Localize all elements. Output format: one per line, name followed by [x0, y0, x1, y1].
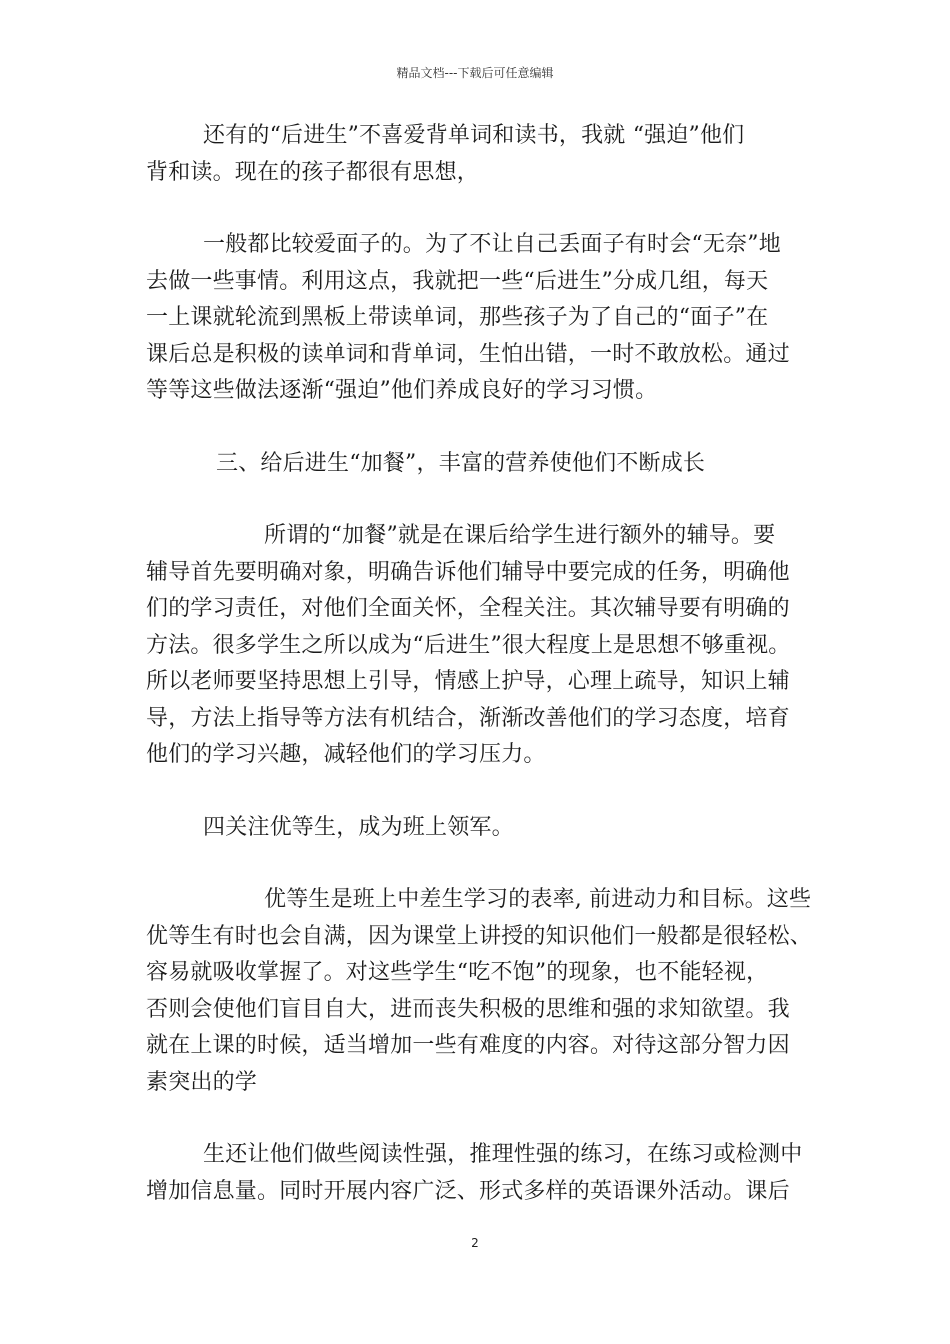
text-line: 他们的学习兴趣，减轻他们的学习压力。: [146, 742, 546, 767]
text-line: 素突出的学: [146, 1069, 258, 1095]
page-header: 精品文档---下载后可任意编辑: [396, 66, 554, 80]
text-line: 优等生是班上中差生学习的表率, 前进动力和目标。这些: [264, 887, 812, 912]
text-line: 们的学习责任，对他们全面关怀，全程关注。其次辅导要有明确的: [146, 596, 790, 621]
paragraph: [146, 518, 814, 774]
text-line: 四关注优等生，成为班上领军。: [203, 814, 514, 840]
section-heading: [146, 810, 814, 847]
text-line: 导，方法上指导等方法有机结合，渐渐改善他们的学习态度，培育: [146, 705, 790, 731]
text-line: 增加信息量。同时开展内容广泛、形式多样的英语课外活动。课后: [146, 1178, 790, 1204]
text-line: 辅导首先要明确对象，明确告诉他们辅导中要完成的任务，明确他: [146, 559, 790, 585]
text-line: 容易就吸收掌握了。对这些学生“吃不饱”的现象，也不能轻视，: [146, 960, 769, 985]
text-line: 生还让他们做些阅读性强，推理性强的练习，在练习或检测中: [203, 1142, 803, 1167]
text-line: 一上课就轮流到黑板上带读单词，那些孩子为了自己的“面子”在: [146, 305, 769, 330]
text-line: 优等生有时也会自满，因为课堂上讲授的知识他们一般都是很轻松、: [146, 923, 813, 949]
page-number: 2: [471, 1236, 479, 1250]
text-line: 课后总是积极的读单词和背单词，生怕出错，一时不敢放松。通过: [146, 341, 790, 367]
text-line: 一般都比较爱面子的。为了不让自己丢面子有时会“无奈”地: [203, 232, 781, 257]
text-line: 就在上课的时候，适当增加一些有难度的内容。对待这部分智力因: [146, 1033, 790, 1058]
text-line: 去做一些事情。利用这点，我就把一些“后进生”分成几组，每天: [146, 268, 769, 294]
text-line: 否则会使他们盲目自大，进而丧失积极的思维和强的求知欲望。我: [146, 996, 790, 1022]
text-line: 所以老师要坚持思想上引导，情感上护导，心理上疏导，知识上辅: [146, 669, 790, 694]
paragraph: [146, 118, 814, 191]
text-line: 还有的“后进生”不喜爱背单词和读书，我就 “强迫”他们: [203, 123, 745, 148]
text-line: 方法。很多学生之所以成为“后进生”很大程度上是思想不够重视。: [146, 632, 791, 658]
text-line: 三、给后进生“加餐”，丰富的营养使他们不断成长: [216, 450, 706, 476]
paragraph: [146, 227, 814, 410]
text-line: 所谓的“加餐”就是在课后给学生进行额外的辅导。要: [264, 523, 776, 548]
text-line: 等等这些做法逐渐“强迫”他们养成良好的学习习惯。: [146, 378, 658, 403]
document-body: [146, 118, 814, 1210]
paragraph: [146, 1137, 814, 1210]
paragraph: [146, 882, 814, 1101]
section-heading: [146, 446, 814, 483]
text-line: 背和读。现在的孩子都很有思想，: [146, 159, 480, 185]
